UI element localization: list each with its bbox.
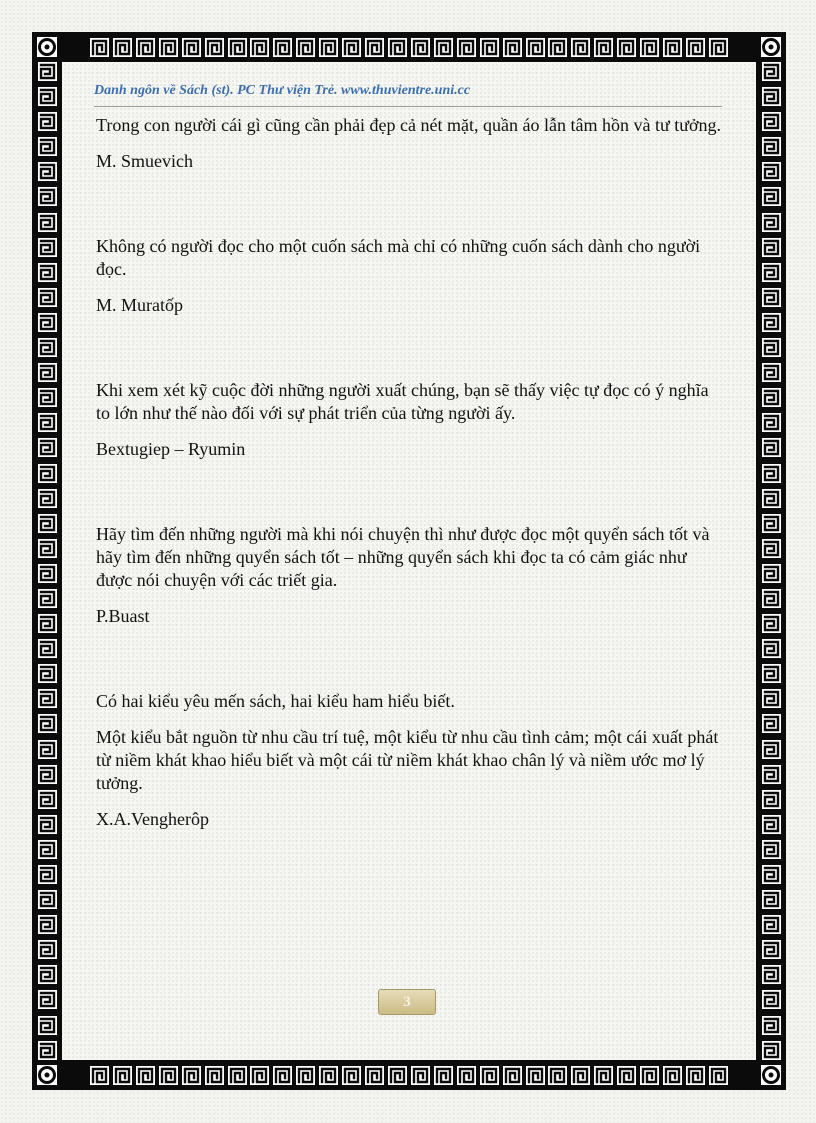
greek-key-meander-icon: [38, 464, 57, 483]
greek-key-meander-icon: [388, 1066, 407, 1085]
greek-key-meander-icon: [411, 38, 430, 57]
greek-key-meander-icon: [296, 38, 315, 57]
greek-key-meander-icon: [663, 38, 682, 57]
greek-key-meander-icon: [90, 38, 109, 57]
greek-key-meander-icon: [38, 137, 57, 156]
greek-key-meander-icon: [762, 388, 781, 407]
greek-key-meander-icon: [762, 313, 781, 332]
quote-author: X.A.Vengherôp: [96, 809, 209, 829]
greek-key-meander-icon: [762, 87, 781, 106]
border-right-column: [760, 62, 782, 1060]
quote-block: [96, 235, 726, 317]
greek-key-meander-icon: [365, 38, 384, 57]
greek-key-meander-icon: [762, 915, 781, 934]
greek-key-meander-icon: [762, 765, 781, 784]
greek-key-meander-icon: [319, 38, 338, 57]
greek-key-meander-icon: [762, 1041, 781, 1060]
corner-circle-icon: [760, 1064, 782, 1086]
border-left-column: [36, 62, 58, 1060]
greek-key-meander-icon: [250, 1066, 269, 1085]
greek-key-meander-icon: [762, 815, 781, 834]
greek-key-meander-icon: [762, 464, 781, 483]
greek-key-meander-icon: [38, 714, 57, 733]
quote-author: Bextugiep – Ryumin: [96, 439, 246, 459]
greek-key-meander-icon: [273, 38, 292, 57]
greek-key-meander-icon: [709, 38, 728, 57]
quote-text: Không có người đọc cho một cuốn sách mà chỉ có những cuốn sách dành cho người đọc.: [96, 236, 701, 279]
greek-key-meander-icon: [709, 1066, 728, 1085]
greek-key-meander-icon: [38, 915, 57, 934]
greek-key-meander-icon: [113, 38, 132, 57]
greek-key-meander-icon: [762, 890, 781, 909]
corner-circle-icon: [760, 36, 782, 58]
greek-key-meander-icon: [526, 1066, 545, 1085]
greek-key-meander-icon: [762, 338, 781, 357]
greek-key-meander-icon: [38, 413, 57, 432]
greek-key-meander-icon: [205, 1066, 224, 1085]
greek-key-meander-icon: [762, 790, 781, 809]
greek-key-meander-icon: [319, 1066, 338, 1085]
quote-block: [96, 690, 726, 831]
quote-text: Trong con người cái gì cũng cần phải đẹp cả nét mặt, quần áo lẫn tâm hồn và tư tưởng.: [96, 115, 721, 135]
border-top-row: [90, 36, 728, 58]
greek-key-meander-icon: [762, 639, 781, 658]
greek-key-meander-icon: [228, 1066, 247, 1085]
greek-key-meander-icon: [457, 38, 476, 57]
greek-key-meander-icon: [90, 1066, 109, 1085]
greek-key-meander-icon: [342, 1066, 361, 1085]
greek-key-meander-icon: [38, 790, 57, 809]
greek-key-meander-icon: [503, 38, 522, 57]
greek-key-meander-icon: [38, 765, 57, 784]
greek-key-meander-icon: [38, 238, 57, 257]
quote-text: Khi xem xét kỹ cuộc đời những người xuất chúng, bạn sẽ thấy việc tự đọc có ý nghĩa to lớn như thế nào đối với sự phát triển của từng người ấy.: [96, 380, 709, 423]
greek-key-meander-icon: [296, 1066, 315, 1085]
quote-author: M. Smuevich: [96, 151, 193, 171]
greek-key-meander-icon: [228, 38, 247, 57]
greek-key-meander-icon: [640, 38, 659, 57]
greek-key-meander-icon: [113, 1066, 132, 1085]
page-header: [94, 82, 722, 107]
greek-key-meander-icon: [762, 363, 781, 382]
greek-key-meander-icon: [159, 38, 178, 57]
greek-key-meander-icon: [38, 890, 57, 909]
greek-key-meander-icon: [182, 1066, 201, 1085]
greek-key-meander-icon: [273, 1066, 292, 1085]
greek-key-meander-icon: [136, 1066, 155, 1085]
greek-key-meander-icon: [38, 589, 57, 608]
greek-key-meander-icon: [38, 62, 57, 81]
greek-key-meander-icon: [762, 514, 781, 533]
quote-text: Hãy tìm đến những người mà khi nói chuyện thì như được đọc một quyển sách tốt và hãy tìm đến những quyển sách tốt – những quyển sách khi đọc ta có cảm giác như được nói chuyện với các triết gia.: [96, 524, 710, 590]
greek-key-meander-icon: [365, 1066, 384, 1085]
greek-key-meander-icon: [159, 1066, 178, 1085]
greek-key-meander-icon: [38, 740, 57, 759]
greek-key-meander-icon: [762, 288, 781, 307]
greek-key-meander-icon: [38, 664, 57, 683]
greek-key-meander-icon: [38, 288, 57, 307]
greek-key-meander-icon: [762, 413, 781, 432]
greek-key-meander-icon: [762, 162, 781, 181]
greek-key-meander-icon: [762, 664, 781, 683]
greek-key-meander-icon: [686, 1066, 705, 1085]
greek-key-meander-icon: [38, 865, 57, 884]
greek-key-meander-icon: [762, 589, 781, 608]
greek-key-meander-icon: [762, 489, 781, 508]
quotes-content: [96, 114, 726, 893]
greek-key-meander-icon: [594, 1066, 613, 1085]
greek-key-meander-icon: [762, 714, 781, 733]
greek-key-meander-icon: [38, 313, 57, 332]
greek-key-meander-icon: [762, 238, 781, 257]
greek-key-meander-icon: [38, 187, 57, 206]
greek-key-meander-icon: [411, 1066, 430, 1085]
greek-key-meander-icon: [38, 815, 57, 834]
greek-key-meander-icon: [548, 38, 567, 57]
greek-key-meander-icon: [38, 990, 57, 1009]
greek-key-meander-icon: [762, 990, 781, 1009]
greek-key-meander-icon: [250, 38, 269, 57]
greek-key-meander-icon: [38, 162, 57, 181]
greek-key-meander-icon: [38, 363, 57, 382]
greek-key-meander-icon: [594, 38, 613, 57]
greek-key-meander-icon: [434, 38, 453, 57]
greek-key-meander-icon: [38, 87, 57, 106]
greek-key-meander-icon: [205, 38, 224, 57]
header-title: Danh ngôn về Sách (st). PC Thư viện Trẻ. www.thuvientre.uni.cc: [94, 83, 471, 98]
greek-key-meander-icon: [38, 514, 57, 533]
greek-key-meander-icon: [342, 38, 361, 57]
greek-key-meander-icon: [762, 137, 781, 156]
greek-key-meander-icon: [762, 614, 781, 633]
greek-key-meander-icon: [762, 438, 781, 457]
greek-key-meander-icon: [640, 1066, 659, 1085]
greek-key-meander-icon: [38, 1041, 57, 1060]
greek-key-meander-icon: [762, 213, 781, 232]
greek-key-meander-icon: [762, 1016, 781, 1035]
greek-key-meander-icon: [38, 564, 57, 583]
greek-key-meander-icon: [388, 38, 407, 57]
page-number-badge: 3: [378, 989, 436, 1015]
greek-key-meander-icon: [762, 940, 781, 959]
quote-block: [96, 114, 726, 173]
greek-key-meander-icon: [762, 840, 781, 859]
greek-key-meander-icon: [38, 388, 57, 407]
greek-key-meander-icon: [617, 1066, 636, 1085]
greek-key-meander-icon: [762, 187, 781, 206]
greek-key-meander-icon: [38, 965, 57, 984]
greek-key-meander-icon: [182, 38, 201, 57]
quote-author: P.Buast: [96, 606, 150, 626]
greek-key-meander-icon: [38, 689, 57, 708]
greek-key-meander-icon: [762, 112, 781, 131]
greek-key-meander-icon: [38, 539, 57, 558]
quote-text: Một kiểu bắt nguồn từ nhu cầu trí tuệ, một kiểu từ nhu cầu tình cảm; một cái xuất phát từ niềm khát khao hiểu biết và một cái từ niềm khát khao chân lý và niềm ước mơ lý tưởng.: [96, 727, 719, 793]
greek-key-meander-icon: [571, 1066, 590, 1085]
greek-key-meander-icon: [762, 564, 781, 583]
greek-key-meander-icon: [617, 38, 636, 57]
greek-key-meander-icon: [686, 38, 705, 57]
greek-key-meander-icon: [457, 1066, 476, 1085]
greek-key-meander-icon: [526, 38, 545, 57]
greek-key-meander-icon: [38, 489, 57, 508]
greek-key-meander-icon: [571, 38, 590, 57]
greek-key-meander-icon: [38, 213, 57, 232]
greek-key-meander-icon: [762, 740, 781, 759]
greek-key-meander-icon: [38, 338, 57, 357]
quote-block: [96, 523, 726, 628]
greek-key-meander-icon: [762, 62, 781, 81]
greek-key-meander-icon: [38, 840, 57, 859]
corner-circle-icon: [36, 36, 58, 58]
greek-key-meander-icon: [503, 1066, 522, 1085]
greek-key-meander-icon: [38, 112, 57, 131]
greek-key-meander-icon: [434, 1066, 453, 1085]
greek-key-meander-icon: [38, 1016, 57, 1035]
greek-key-meander-icon: [38, 940, 57, 959]
border-bottom-row: [90, 1064, 728, 1086]
corner-circle-icon: [36, 1064, 58, 1086]
greek-key-meander-icon: [762, 865, 781, 884]
greek-key-meander-icon: [762, 689, 781, 708]
greek-key-meander-icon: [38, 263, 57, 282]
greek-key-meander-icon: [38, 614, 57, 633]
greek-key-meander-icon: [762, 539, 781, 558]
greek-key-meander-icon: [136, 38, 155, 57]
quote-author: M. Muratốp: [96, 295, 183, 315]
greek-key-meander-icon: [762, 263, 781, 282]
greek-key-meander-icon: [548, 1066, 567, 1085]
quote-block: [96, 379, 726, 461]
greek-key-meander-icon: [38, 438, 57, 457]
greek-key-meander-icon: [480, 38, 499, 57]
greek-key-meander-icon: [762, 965, 781, 984]
quote-text: Có hai kiểu yêu mến sách, hai kiểu ham hiểu biết.: [96, 691, 455, 711]
greek-key-meander-icon: [38, 639, 57, 658]
greek-key-meander-icon: [663, 1066, 682, 1085]
greek-key-meander-icon: [480, 1066, 499, 1085]
